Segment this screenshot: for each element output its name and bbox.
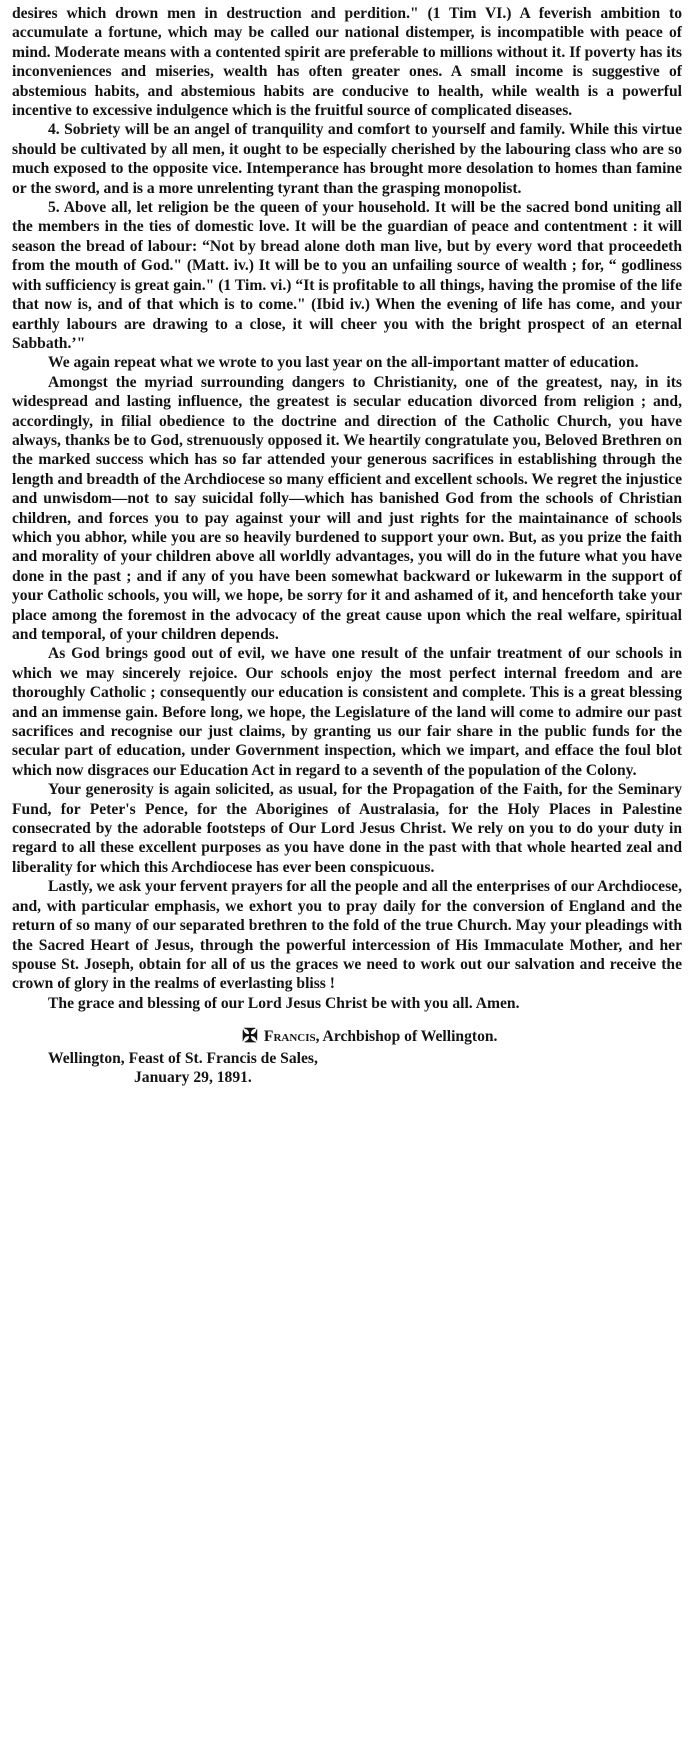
paragraph-4: We again repeat what we wrote to you last year on the all-important matter of education.	[48, 354, 639, 372]
paragraph-8: Lastly, we ask your fervent prayers for all the people and all the enterprises of our Archdiocese, and, with particular emphasis, we exhort you to pray daily for the conversion of England and the return of so many of our separated brethren to the fold of the true Church. May your pleadings with the Sacred Heart of Jesus, through the powerful intercession of His Immaculate Mother, and her spouse St. Joseph, obtain for all of us the graces we need to work out our salvation and receive the crown of glory in the realms of everlasting bliss !	[12, 878, 682, 993]
letter-page	[12, 4, 682, 1087]
paragraph-2: 4. Sobriety will be an angel of tranquility and comfort to yourself and family. While this virtue should be cultivated by all men, it ought to be especially cherished by the labouring class who are so much exposed to the opposite vice. Intemperance has brought more desolation to homes than famine or the sword, and is a more unrelenting tyrant than the grasping monopolist.	[12, 121, 682, 197]
dateline-place: Wellington, Feast of St. Francis de Sales,	[48, 1049, 318, 1067]
paragraph-5: Amongst the myriad surrounding dangers to Christianity, one of the greatest, nay, in its widespread and lasting influence, the greatest is secular education divorced from religion ; and, accordingly, in filial obedience to the doctrine and direction of the Catholic Church, you have always, thanks be to God, strenuously opposed it. We heartily congratulate you, Beloved Brethren on the marked success which has so far attended your generous sacrifices in establishing through the length and breadth of the Archdiocese so many efficient and excellent schools. We regret the injustice and unwisdom—not to say suicidal folly—which has banished God from the schools of Christian children, and forces you to pay against your will and just rights for the maintainance of schools which you abhor, while you are so heavily burdened to support your own. But, as you prize the faith and morality of your children above all worldly advantages, you will do in the future what you have done in the past ; and if any of you have been somewhat backward or lukewarm in the support of your Catholic schools, you will, we hope, be sorry for it and ashamed of it, and henceforth take your place among the foremost in the advocacy of the great cause upon which the real welfare, spiritual and temporal, of your children depends.	[12, 373, 682, 643]
paragraph-7: Your generosity is again solicited, as usual, for the Propagation of the Faith, for the Seminary Fund, for Peter's Pence, for the Aborigines of Australasia, for the Holy Places in Palestine consecrated by the adorable footsteps of Our Lord Jesus Christ. We rely on you to do your duty in regard to all these excellent purposes as you have done in the past with that whole hearted zeal and liberality for which this Archdiocese has ever been conspicuous.	[12, 781, 682, 876]
cross-icon: ✠	[242, 1026, 258, 1048]
signature-line	[12, 1027, 682, 1046]
paragraph-3: 5. Above all, let religion be the queen of your household. It will be the sacred bond uniting all the members in the ties of domestic love. It will be the guardian of peace and contentment : it will season the bread of labour: “Not by bread alone doth man live, but by every word that proceedeth from the mouth of God." (Matt. iv.) It will be to you an unfailing source of wealth ; for, “ godliness with sufficiency is great gain." (1 Tim. vi.) “It is profitable to all things, having the promise of the life that now is, and of that which is to come." (Ibid iv.) When the evening of life has come, and your earthly labours are drawing to a close, it will cheer you with the bright prospect of an eternal Sabbath.’"	[12, 199, 682, 352]
signature-block	[12, 1027, 682, 1087]
signature-title: , Archbishop of Wellington.	[315, 1028, 498, 1046]
signature-name: Francis	[263, 1028, 316, 1046]
paragraph-6: As God brings good out of evil, we have one result of the unfair treatment of our schools in which we may sincerely rejoice. Our schools enjoy the most perfect internal freedom and are thoroughly Catholic ; consequently our education is consistent and complete. This is a great blessing and an immense gain. Before long, we hope, the Legislature of the land will come to admire our past sacrifices and recognise our just claims, by granting us our fair share in the public funds for the secular part of education, under Government inspection, which we impart, and efface the foul blot which now disgraces our Education Act in regard to a seventh of the population of the Colony.	[12, 645, 682, 779]
paragraph-1: desires which drown men in destruction and perdition." (1 Tim VI.) A feverish ambition to accumulate a fortune, which may be called our national distemper, is incompatible with peace of mind. Moderate means with a contented spirit are preferable to millions without it. If poverty has its inconveniences and miseries, wealth has often greater ones. A small income is suggestive of abstemious habits, and abstemious habits are conducive to health, while wealth is a powerful incentive to excessive indulgence which is the fruitful source of complicated diseases.	[12, 5, 682, 120]
paragraph-9: The grace and blessing of our Lord Jesus Christ be with you all. Amen.	[48, 994, 520, 1012]
dateline-date: January 29, 1891.	[134, 1068, 252, 1086]
